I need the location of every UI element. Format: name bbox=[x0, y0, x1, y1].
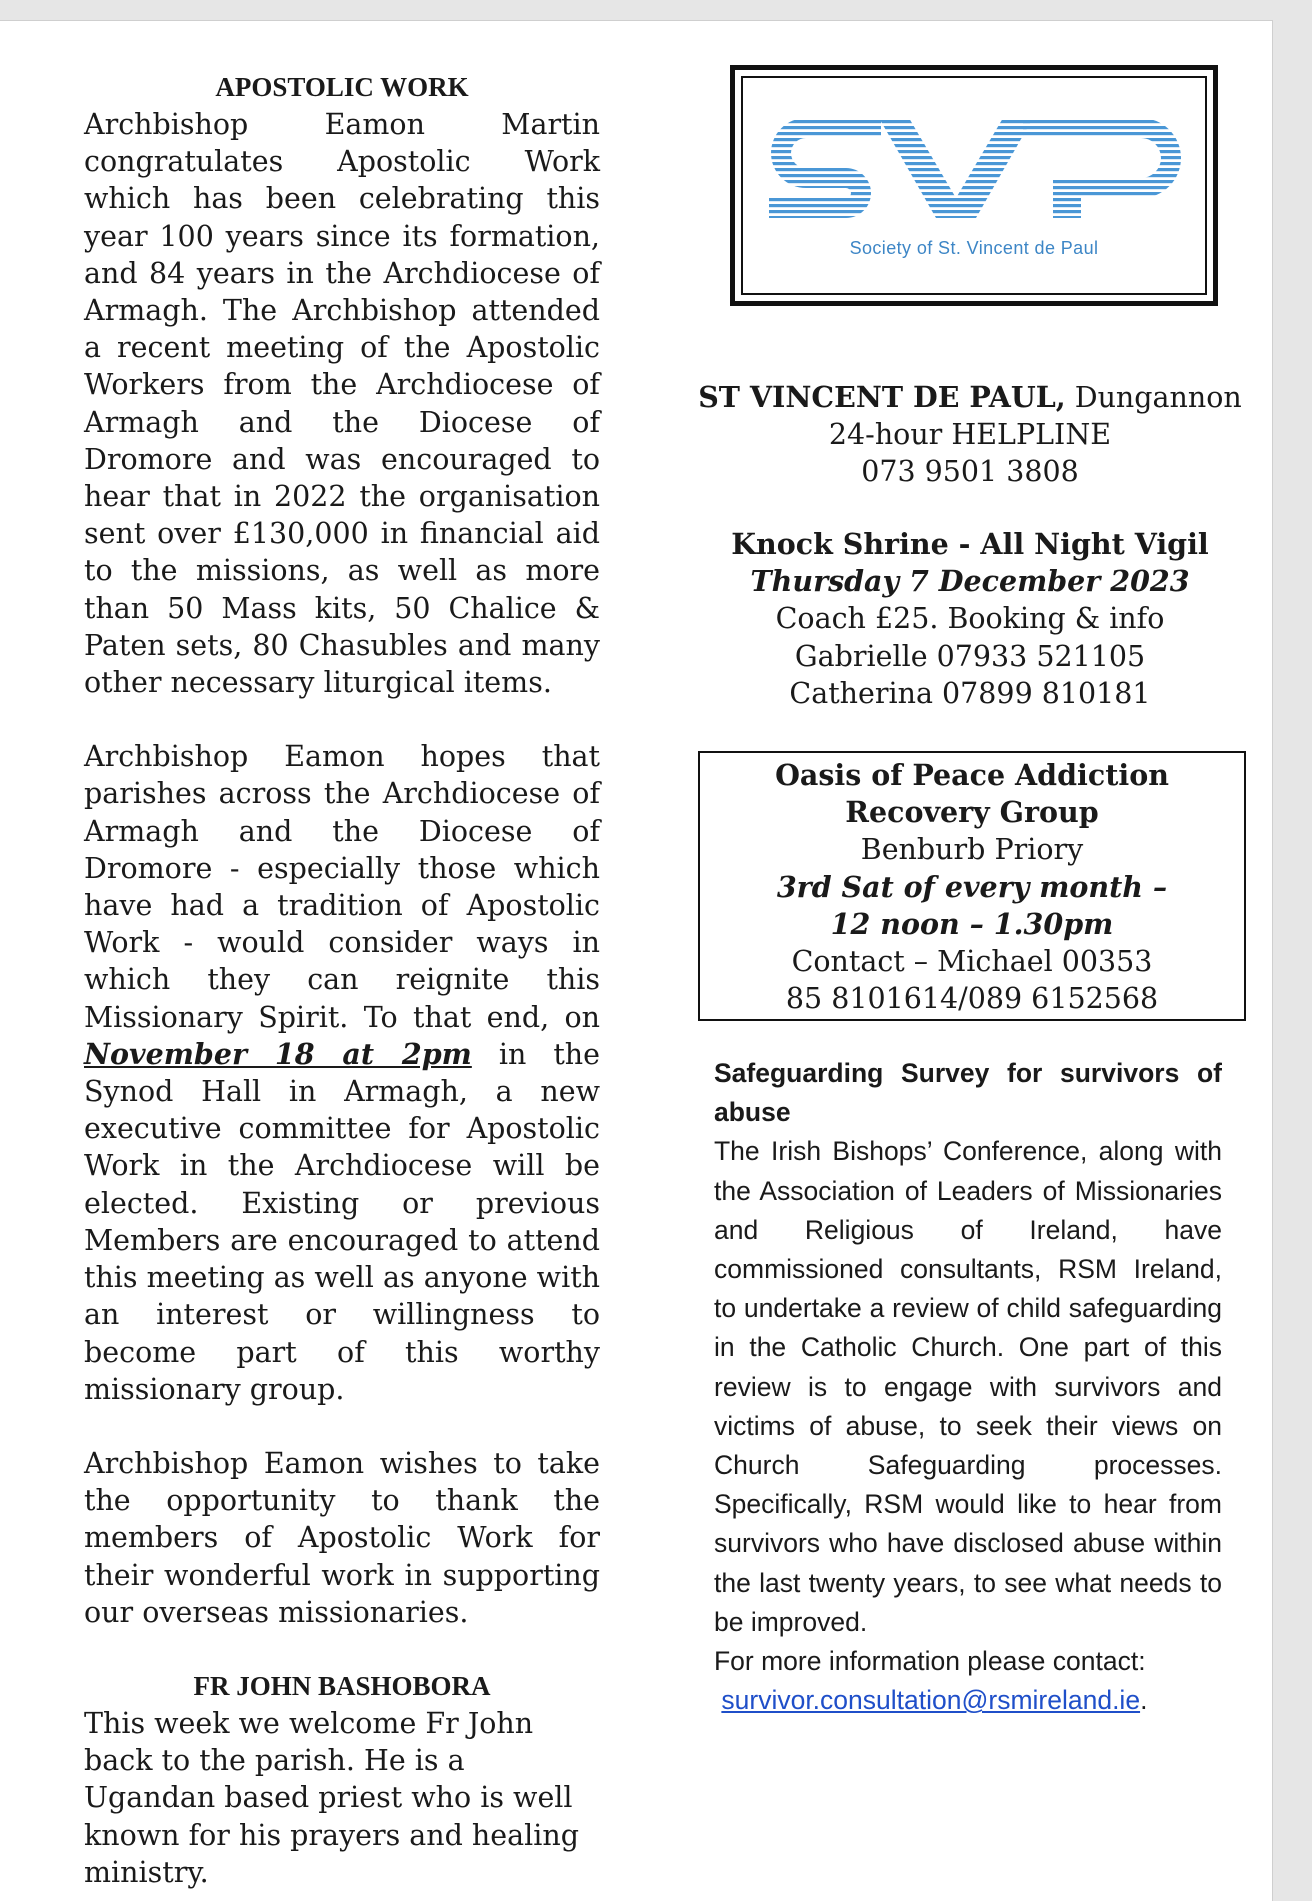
knock-vigil bbox=[690, 526, 1250, 712]
bulletin-page bbox=[0, 20, 1273, 1901]
svp-logo-caption: Society of St. Vincent de Paul bbox=[849, 238, 1099, 258]
svp-phone: 073 9501 3808 bbox=[861, 455, 1079, 489]
svp-helpline bbox=[690, 379, 1250, 491]
svp-name: ST VINCENT DE PAUL, bbox=[698, 380, 1066, 414]
apostolic-work-paragraph-1: Archbishop Eamon Martin congratulates Apostolic Work which has been celebrating this year 100 years since its formation, and 84 years in the Archdiocese of Armagh. The Archbishop attended a recent meeting of the Apostolic Workers from the Archdiocese of Armagh and the Diocese of Dromore and was encouraged to hear that in 2022 the organisation sent over £130,000 in financial aid to the missions, as well as more than 50 Mass kits, 50 Chalice & Paten sets, 80 Chasubles and many other necessary liturgical items. bbox=[84, 108, 600, 700]
svp-logo bbox=[741, 76, 1207, 295]
bashobora-heading: FR JOHN BASHOBORA bbox=[193, 1670, 491, 1701]
survey-email-link[interactable]: survivor.consultation@rsmireland.ie bbox=[721, 1685, 1141, 1716]
svp-location: Dungannon bbox=[1065, 381, 1242, 414]
safeguarding-survey bbox=[714, 1054, 1222, 1720]
apostolic-work-heading: APOSTOLIC WORK bbox=[215, 72, 469, 102]
left-column bbox=[84, 69, 600, 1891]
oasis-when-1: 3rd Sat of every month – bbox=[776, 869, 1168, 904]
knock-title: Knock Shrine - All Night Vigil bbox=[731, 527, 1209, 561]
svp-helpline-label: 24-hour HELPLINE bbox=[828, 418, 1112, 452]
survey-contact-line bbox=[714, 1681, 1222, 1720]
knock-contact-2: Catherina 07899 810181 bbox=[789, 676, 1151, 710]
svp-logo-frame bbox=[730, 65, 1218, 306]
paragraph-2-end: in the Synod Hall in Armagh, a new executive committee for Apostolic Work in the Archdiocese will be elected. Existing or previous Members are encouraged to attend this meeting as well as anyone with an interest or willingness to become part of this worthy missionary group. bbox=[84, 1037, 600, 1406]
meeting-date: November 18 at 2pm bbox=[84, 1036, 472, 1071]
knock-coach: Coach £25. Booking & info bbox=[775, 602, 1165, 636]
oasis-contact-1: Contact – Michael 00353 bbox=[791, 945, 1153, 979]
survey-title: Safeguarding Survey for survivors of abuse bbox=[714, 1058, 1222, 1128]
oasis-contact-2: 85 8101614/089 6152568 bbox=[785, 982, 1159, 1016]
bashobora-text: This week we welcome Fr John back to the parish. He is a Ugandan based priest who is well known for his prayers and healing ministry. bbox=[84, 1706, 579, 1889]
knock-contact-1: Gabrielle 07933 521105 bbox=[794, 639, 1146, 673]
survey-email-suffix: . bbox=[1140, 1685, 1148, 1716]
oasis-when-2: 12 noon – 1.30pm bbox=[830, 906, 1114, 941]
oasis-notice bbox=[698, 751, 1246, 1021]
svp-name-line bbox=[690, 379, 1250, 416]
paragraph-2-start: Archbishop Eamon hopes that parishes across the Archdiocese of Armagh and the Diocese of Dromore - especially those which have had a tradition of Apostolic Work - would consider ways in which they can reignite this Missionary Spirit. To that end, on bbox=[84, 740, 600, 1034]
knock-date: Thursday 7 December 2023 bbox=[750, 564, 1190, 599]
survey-contact-label: For more information please contact: bbox=[714, 1646, 1146, 1677]
oasis-title: Oasis of Peace Addiction Recovery Group bbox=[775, 758, 1169, 830]
oasis-venue: Benburb Priory bbox=[860, 833, 1084, 867]
svp-logo-mark bbox=[761, 108, 1201, 228]
survey-body: The Irish Bishops’ Conference, along with the Association of Leaders of Missionaries and Religious of Ireland, have commissioned consultants, RSM Ireland, to undertake a review of child safeguarding in the Catholic Church. One part of this review is to engage with survivors and victims of abuse, to seek their views on Church Safeguarding processes. Specifically, RSM would like to hear from survivors who have disclosed abuse within the last twenty years, to see what needs to be improved. bbox=[714, 1136, 1222, 1637]
apostolic-work-paragraph-3: Archbishop Eamon wishes to take the opportunity to thank the members of Apostolic Work for their wonderful work in supporting our overseas missionaries. bbox=[84, 1446, 600, 1629]
apostolic-work-paragraph-2 bbox=[84, 738, 600, 1408]
